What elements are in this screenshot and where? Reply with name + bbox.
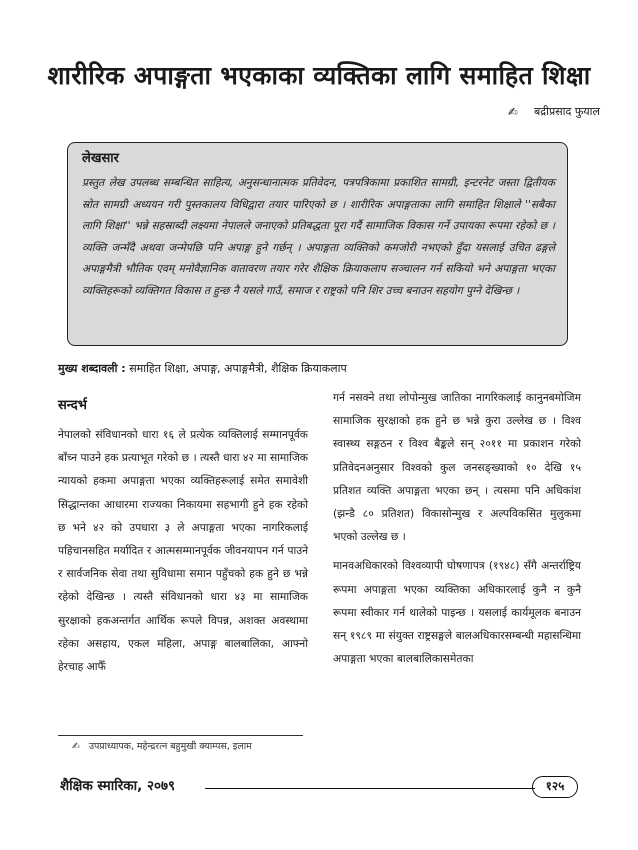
section-heading: सन्दर्भ (58, 398, 87, 413)
right-column (333, 386, 581, 676)
keywords-label: मुख्य शब्दावली : (58, 362, 126, 375)
footer-rule (205, 788, 535, 789)
page-number: १२५ (532, 776, 578, 798)
pen-icon: ✍ (507, 105, 518, 119)
author-name: बद्रीप्रसाद फुयाल (533, 105, 600, 118)
publication-name: शैक्षिक स्मारिका, २०७९ (60, 778, 176, 794)
abstract-box (67, 142, 568, 346)
left-column (58, 395, 308, 684)
article-title: शारीरिक अपाङ्गता भएकाका व्यक्तिका लागि समाहित शिक्षा (47, 61, 591, 90)
footnote (72, 740, 252, 754)
right-paragraph-2: मानवअधिकारको विश्वव्यापी घोषणापत्र (१९४८) सँगै अन्तर्राष्ट्रिय रूपमा अपाङ्गता भएका व्यक्तिका अधिकारलाई कुनै न कुनै रूपमा स्वीकार गर्न थालेको पाइन्छ । यसलाई कार्यमूलक बनाउन सन् १९८९ मा संयुक्त राष्ट्रसङ्घले बालअधिकारसम्बन्धी महासन्धिमा अपाङ्गता भएका बालबालिकासमेतका (333, 559, 581, 666)
pen-icon: ✍ (72, 741, 80, 752)
author-line (508, 104, 600, 120)
footnote-text: उपप्राध्यापक, महेन्द्ररत्न बहुमुखी क्याम्पस, इलाम (88, 741, 252, 752)
left-paragraph: नेपालको संविधानको धारा १६ ले प्रत्येक व्यक्तिलाई सम्मानपूर्वक बाँच्न पाउने हक प्रत्याभूत गरेको छ । त्यस्तै धारा ४२ मा सामाजिक न्यायको हकमा अपाङ्गता भएका व्यक्तिहरूलाई समेत समावेशी सिद्धान्तका आधारमा राज्यका निकायमा सहभागी हुने हक रहेको छ भने ४२ को उपधारा ३ ले अपाङ्गता भएका नागरिकलाई पहिचानसहित मर्यादित र आत्मसम्मानपूर्वक जीवनयापन गर्न पाउने र सार्वजनिक सेवा तथा सुविधामा समान पहुँचको हक हुने छ भन्ने रहेको देखिन्छ । त्यस्तै संविधानको धारा ४३ मा सामाजिक सुरक्षाको हकअन्तर्गत आर्थिक रूपले विपन्न, अशक्त अवस्थामा रहेका असहाय, एकल महिला, अपाङ्ग बालबालिका, आफ्नो हेरचाह आफैँ (58, 428, 308, 674)
abstract-heading: लेखसार (82, 151, 119, 166)
keywords (58, 361, 598, 377)
right-paragraph-1: गर्न नसक्ने तथा लोपोन्मुख जातिका नागरिकलाई कानुनबमोजिम सामाजिक सुरक्षाको हक हुने छ भन्ने कुरा उल्लेख छ । विश्व स्वास्थ्य सङ्गठन र विश्व बैङ्कले सन् २०११ मा प्रकाशन गरेको प्रतिवेदनअनुसार विश्वको कुल जनसङ्ख्याको १० देखि १५ प्रतिशत व्यक्ति अपाङ्गता भएका छन् । त्यसमा पनि अधिकांश (झन्डै ८० प्रतिशत) विकासोन्मुख र अल्पविकसित मुलुकमा भएको उल्लेख छ । (333, 391, 581, 544)
footnote-divider (58, 735, 303, 736)
abstract-text: प्रस्तुत लेख उपलब्ध सम्बन्धित साहित्य, अनुसन्धानात्मक प्रतिवेदन, पत्रपत्रिकामा प्रकाशित सामग्री, इन्टरनेट जस्ता द्वितीयक स्रोत सामग्री अध्ययन गरी पुस्तकालय विधिद्वारा तयार पारिएको छ । शारीरिक अपाङ्गताका लागि समाहित शिक्षाले ''सबैका लागि शिक्षा'' भन्ने सहस्राब्दी लक्ष्यमा नेपालले जनाएको प्रतिबद्धता पूरा गर्दै सामाजिक विकास गर्ने उपायका रूपमा रहेको छ । व्यक्ति जन्मँदै अथवा जन्मेपछि पनि अपाङ्ग हुने गर्छन् । अपाङ्गता व्यक्तिको कमजोरी नभएको हुँदा यसलाई उचित ढङ्गले अपाङ्गमैत्री भौतिक एवम् मनोवैज्ञानिक वातावरण तयार गरेर शैक्षिक क्रियाकलाप सञ्चालन गर्न सकियो भने अपाङ्गता भएका व्यक्तिहरूको व्यक्तिगत विकास त हुन्छ नै यसले गाउँ, समाज र राष्ट्रको पनि शिर उच्च बनाउन सहयोग पुग्ने देखिन्छ । (82, 177, 555, 297)
keywords-text: समाहित शिक्षा, अपाङ्ग, अपाङ्गमैत्री, शैक्षिक क्रियाकलाप (129, 362, 347, 375)
